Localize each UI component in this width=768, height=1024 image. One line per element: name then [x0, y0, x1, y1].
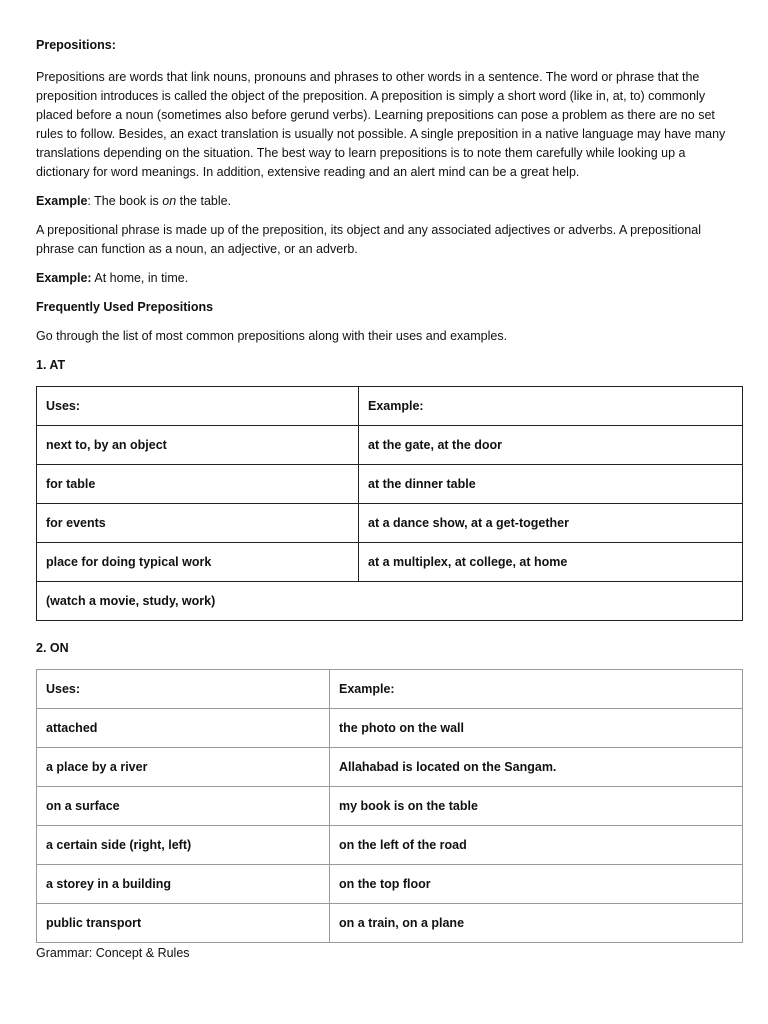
- example-1-label: Example: [36, 194, 88, 208]
- table-row: [37, 826, 743, 865]
- table-at: [36, 386, 743, 621]
- example-1-post: the table.: [176, 194, 232, 208]
- merged-cell: (watch a movie, study, work): [37, 582, 743, 621]
- table-row: [37, 465, 743, 504]
- example-cell: at the dinner table: [359, 465, 743, 504]
- use-cell: attached: [37, 709, 330, 748]
- table-row: [37, 787, 743, 826]
- table-header-row: [37, 387, 743, 426]
- example-1-italic: on: [162, 194, 177, 208]
- header-uses: Uses:: [37, 387, 359, 426]
- table-row: [37, 865, 743, 904]
- use-cell: for events: [37, 504, 359, 543]
- table-row: [37, 426, 743, 465]
- example-cell: at the gate, at the door: [359, 426, 743, 465]
- use-cell: on a surface: [37, 787, 330, 826]
- use-cell: next to, by an object: [37, 426, 359, 465]
- example-1-colon: :: [87, 194, 91, 208]
- table-row: [37, 748, 743, 787]
- use-cell: a storey in a building: [37, 865, 330, 904]
- example-cell: the photo on the wall: [330, 709, 743, 748]
- section-at-title: 1. AT: [36, 358, 66, 372]
- table-header-row: [37, 670, 743, 709]
- table-row: [37, 582, 743, 621]
- use-cell: a place by a river: [37, 748, 330, 787]
- table-row: [37, 504, 743, 543]
- use-cell: place for doing typical work: [37, 543, 359, 582]
- table-row: [37, 904, 743, 943]
- example-2-text: At home, in time.: [91, 271, 189, 285]
- use-cell: public transport: [37, 904, 330, 943]
- example-1-pre: The book is: [90, 194, 163, 208]
- table-row: [37, 709, 743, 748]
- use-cell: a certain side (right, left): [37, 826, 330, 865]
- example-cell: my book is on the table: [330, 787, 743, 826]
- intro-paragraph: Prepositions are words that link nouns, pronouns and phrases to other words in a sentence. The word or phrase that the preposition introduces is called the object of the preposition. A preposition is simply a short word (like in, at, to) commonly placed before a noun (sometimes also before gerund verbs). Learning prepositions can pose a problem as there are no set rules to follow. Besides, an exact translation is usually not possible. A single preposition in a native language may have many translations depending on the situation. The best way to learn prepositions is to note them carefully while looking up a dictionary for word meanings. In addition, extensive reading and an alert mind can be a great help.: [36, 70, 726, 179]
- example-cell: on the top floor: [330, 865, 743, 904]
- example-cell: on a train, on a plane: [330, 904, 743, 943]
- frequent-prepositions-intro: Go through the list of most common prepositions along with their uses and examples.: [36, 329, 508, 343]
- prepositional-phrase-paragraph: A prepositional phrase is made up of the preposition, its object and any associated adjectives or adverbs. A prepositional phrase can function as a noun, an adjective, or an adverb.: [36, 223, 701, 256]
- example-cell: at a dance show, at a get-together: [359, 504, 743, 543]
- document-page: [36, 36, 742, 961]
- header-example: Example:: [330, 670, 743, 709]
- example-2: [36, 269, 742, 288]
- page-footer: Grammar: Concept & Rules: [36, 946, 190, 960]
- use-cell: for table: [37, 465, 359, 504]
- example-2-label: Example:: [36, 271, 92, 285]
- page-heading: Prepositions:: [36, 38, 116, 52]
- example-cell: on the left of the road: [330, 826, 743, 865]
- frequent-prepositions-heading: Frequently Used Prepositions: [36, 300, 214, 314]
- table-row: [37, 543, 743, 582]
- section-on-title: 2. ON: [36, 641, 69, 655]
- header-uses: Uses:: [37, 670, 330, 709]
- example-1: [36, 192, 742, 211]
- header-example: Example:: [359, 387, 743, 426]
- example-cell: Allahabad is located on the Sangam.: [330, 748, 743, 787]
- table-on: [36, 669, 743, 943]
- example-cell: at a multiplex, at college, at home: [359, 543, 743, 582]
